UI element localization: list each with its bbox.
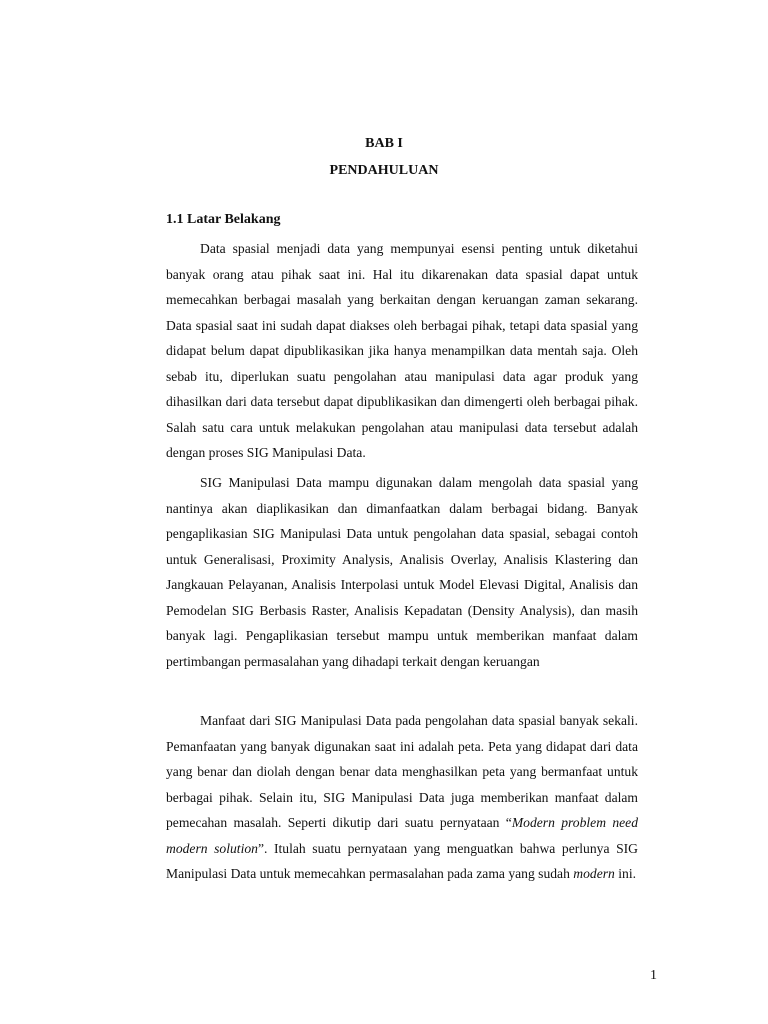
chapter-number: BAB I [365, 136, 403, 151]
modern-italic: modern [573, 866, 615, 881]
chapter-title: PENDAHULUAN [329, 163, 439, 178]
paragraph-1: Data spasial menjadi data yang mempunyai esensi penting untuk diketahui banyak orang atau pihak saat ini. Hal itu dikarenakan data spasial dapat untuk memecahkan berbagai masalah yang berkaitan dengan keruangan zaman sekarang. Data spasial saat ini sudah dapat diakses oleh berbagai pihak, tetapi data spasial yang didapat belum dapat dipublikasikan jika hanya menampilkan data mentah saja. Oleh sebab itu, diperlukan suatu pengolahan atau manipulasi data agar produk yang dihasilkan dari data tersebut dapat dipublikasikan dan dimengerti oleh berbagai pihak. Salah satu cara untuk melakukan pengolahan atau manipulasi data tersebut adalah dengan proses SIG Manipulasi Data. [166, 241, 638, 460]
paragraph-3-text-2: ”. Itulah suatu pernyataan yang menguatkan bahwa perlunya SIG Manipulasi Data untuk memecahkan permasalahan pada zama yang sudah [166, 840, 638, 881]
paragraph-3 [166, 708, 638, 887]
paragraph-3-text-3: ini. [614, 866, 636, 881]
paragraph-2: SIG Manipulasi Data mampu digunakan dalam mengolah data spasial yang nantinya akan diaplikasikan dan dimanfaatkan dalam berbagai bidang. Banyak pengaplikasian SIG Manipulasi Data untuk pengolahan data spasial, sebagai contoh untuk Generalisasi, Proximity Analysis, Analisis Overlay, Analisis Klastering dan Jangkauan Pelayanan, Analisis Interpolasi untuk Model Elevasi Digital, Analisis dan Pemodelan SIG Berbasis Raster, Analisis Kepadatan (Density Analysis), dan masih banyak lagi. Pengaplikasian tersebut mampu untuk memberikan manfaat dalam pertimbangan permasalahan yang dihadapi terkait dengan keruangan [166, 475, 638, 669]
quote-italic: Modern problem need modern solution [166, 815, 638, 856]
section-heading: 1.1 Latar Belakang [166, 212, 281, 227]
page-number: 1 [650, 968, 657, 983]
paragraph-3-text-1: Manfaat dari SIG Manipulasi Data pada pengolahan data spasial banyak sekali. Pemanfaatan yang banyak digunakan saat ini adalah peta. Peta yang didapat dari data yang benar dan diolah dengan benar data menghasilkan peta yang bermanfaat untuk berbagai pihak. Selain itu, SIG Manipulasi Data juga memberikan manfaat dalam pemecahan masalah. Seperti dikutip dari suatu pernyataan “ [166, 713, 638, 830]
